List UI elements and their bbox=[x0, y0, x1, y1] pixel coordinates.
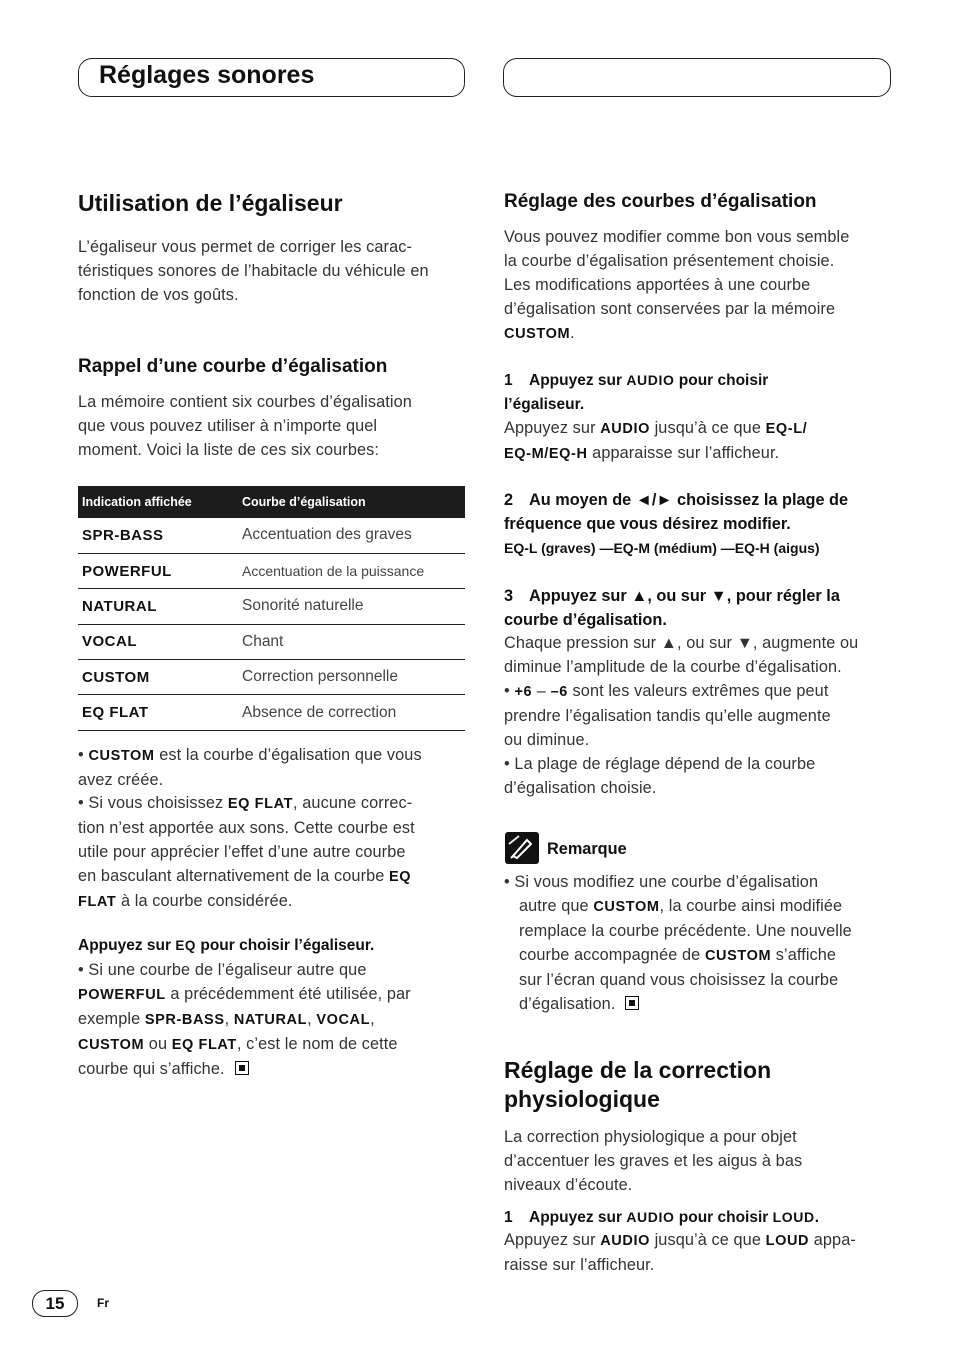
section-title-equalizer: Utilisation de l’égaliseur bbox=[78, 190, 343, 216]
body-text: jusqu’à ce que bbox=[649, 1231, 766, 1249]
cell-curve: Absence de correction bbox=[238, 695, 465, 730]
code-eqflat: EQ FLAT bbox=[227, 796, 294, 812]
code-vocal: VOCAL bbox=[316, 1012, 371, 1028]
recall-line: moment. Voici la liste de ces six courbes: bbox=[78, 441, 380, 459]
code-flat: FLAT bbox=[78, 894, 117, 910]
step-1-heading bbox=[504, 368, 904, 417]
table-row bbox=[78, 589, 465, 624]
instr-text: Appuyez sur bbox=[78, 937, 176, 954]
code-custom: CUSTOM bbox=[593, 899, 660, 915]
band-text: (médium) — bbox=[650, 540, 735, 556]
code-eq: EQ bbox=[389, 869, 412, 885]
cell-indication: POWERFUL bbox=[78, 553, 238, 588]
instr-text: pour choisir l’égaliseur. bbox=[196, 937, 375, 954]
adjust-line: Vous pouvez modifier comme bon vous semble bbox=[504, 228, 850, 246]
end-mark-icon bbox=[235, 1061, 249, 1075]
cell-curve: Correction personnelle bbox=[238, 660, 465, 695]
body-text: prendre l’égalisation tandis qu’elle augmente bbox=[504, 707, 831, 725]
cell-curve: Accentuation des graves bbox=[238, 518, 465, 553]
table-row bbox=[78, 518, 465, 553]
body-text: d’égalisation choisie. bbox=[504, 779, 657, 797]
code-audio: AUDIO bbox=[626, 1209, 675, 1225]
bullet-text: courbe qui s’affiche. bbox=[78, 1060, 225, 1078]
bullet-text: • Si vous choisissez bbox=[78, 794, 228, 812]
header-curve: Courbe d’égalisation bbox=[238, 486, 465, 518]
adjust-dot: . bbox=[570, 324, 575, 342]
page-title: Réglages sonores bbox=[99, 61, 315, 89]
step-text: pour choisir bbox=[674, 1209, 773, 1226]
loudness-paragraph bbox=[504, 1125, 904, 1197]
body-text: Chaque pression sur ▲, ou sur ▼, augmente ou bbox=[504, 634, 859, 652]
code-loud: LOUD bbox=[765, 1233, 810, 1249]
cell-curve: Chant bbox=[238, 624, 465, 659]
bullet-marker: • bbox=[78, 746, 89, 764]
loud-line: niveaux d’écoute. bbox=[504, 1176, 633, 1194]
sep: , bbox=[370, 1010, 375, 1028]
note-line: • Si vous modifiez une courbe d’égalisation bbox=[504, 873, 819, 891]
adjust-paragraph bbox=[504, 225, 904, 346]
cell-indication: SPR-BASS bbox=[78, 518, 238, 553]
bullet-text: est la courbe d’égalisation que vous bbox=[154, 746, 422, 764]
bullet-text: utile pour apprécier l’effet d’une autre courbe bbox=[78, 843, 406, 861]
adjust-line: Les modifications apportées à une courbe bbox=[504, 276, 811, 294]
adjust-title: Réglage des courbes d’égalisation bbox=[504, 191, 817, 212]
step-3-body bbox=[504, 631, 904, 800]
code-eql: EQ-L bbox=[504, 540, 538, 556]
adjust-line: la courbe d’égalisation présentement choisie. bbox=[504, 252, 835, 270]
bullet-text: , aucune correc- bbox=[293, 794, 413, 812]
body-text: • La plage de réglage dépend de la courbe bbox=[504, 755, 816, 773]
step-1-body bbox=[504, 416, 904, 466]
recall-line: que vous pouvez utiliser à n’importe quel bbox=[78, 417, 378, 435]
title-line: Réglage de la correction bbox=[504, 1057, 772, 1083]
note-line: sur l’écran quand vous choisissez la courbe bbox=[519, 971, 839, 989]
step-text: . bbox=[814, 1209, 820, 1226]
code-eq: EQ bbox=[175, 938, 197, 953]
cell-indication: CUSTOM bbox=[78, 660, 238, 695]
bullet-text: a précédemment été utilisée, par bbox=[165, 985, 411, 1003]
body-text: – bbox=[532, 682, 551, 700]
code-eqm: EQ-M bbox=[613, 540, 651, 556]
bullet-marker: • bbox=[504, 682, 515, 700]
custom-bullet bbox=[78, 743, 478, 792]
step-2-bands bbox=[504, 540, 820, 556]
bullet-text: avez créée. bbox=[78, 771, 164, 789]
code-custom: CUSTOM bbox=[704, 948, 772, 964]
body-text: apparaisse sur l’afficheur. bbox=[587, 444, 780, 462]
cell-indication: NATURAL bbox=[78, 589, 238, 624]
code-eqm-eqh: EQ-M/EQ-H bbox=[504, 446, 588, 462]
code-loud: LOUD bbox=[772, 1209, 815, 1225]
intro-paragraph bbox=[78, 235, 478, 307]
code-custom: CUSTOM bbox=[88, 748, 155, 764]
table-row bbox=[78, 695, 465, 730]
recall-title: Rappel d’une courbe d’égalisation bbox=[78, 356, 388, 377]
step-number: 1 bbox=[504, 1209, 513, 1226]
title-line: physiologique bbox=[504, 1086, 660, 1112]
recall-paragraph bbox=[78, 390, 478, 462]
table-row bbox=[78, 660, 465, 695]
eq-curves-table bbox=[78, 486, 465, 731]
language-code: Fr bbox=[97, 1296, 109, 1310]
step-number: 1 bbox=[504, 372, 513, 389]
step-3-heading bbox=[504, 584, 904, 632]
cell-curve: Sonorité naturelle bbox=[238, 589, 465, 624]
code-plus6: +6 bbox=[514, 684, 533, 700]
note-title: Remarque bbox=[547, 840, 627, 858]
band-text: (aigus) bbox=[769, 540, 820, 556]
header-title-box bbox=[78, 58, 465, 97]
bullet-text: exemple bbox=[78, 1010, 145, 1028]
table-row bbox=[78, 624, 465, 659]
loud-line: La correction physiologique a pour objet bbox=[504, 1128, 797, 1146]
note-text bbox=[504, 870, 904, 1016]
code-audio: AUDIO bbox=[626, 372, 675, 388]
sep: , bbox=[224, 1010, 234, 1028]
eqflat-bullet bbox=[78, 791, 478, 914]
loud-step-body bbox=[504, 1228, 904, 1277]
note-line: courbe accompagnée de bbox=[519, 946, 705, 964]
step-number: 2 bbox=[504, 491, 514, 509]
end-mark-icon bbox=[625, 996, 639, 1010]
intro-line: L’égaliseur vous permet de corriger les carac- bbox=[78, 238, 412, 256]
intro-line: fonction de vos goûts. bbox=[78, 286, 239, 304]
code-sprbass: SPR-BASS bbox=[144, 1012, 225, 1028]
body-text: diminue l’amplitude de la courbe d’égalisation. bbox=[504, 658, 842, 676]
header-empty-box bbox=[503, 58, 891, 97]
previous-curve-bullet bbox=[78, 958, 478, 1081]
loud-line: d’accentuer les graves et les aigus à bas bbox=[504, 1152, 803, 1170]
bullet-text: • Si une courbe de l’égaliseur autre que bbox=[78, 961, 367, 979]
body-text: jusqu’à ce que bbox=[649, 419, 766, 437]
adjust-line: d’égalisation sont conservées par la mémoire bbox=[504, 300, 836, 318]
body-text: sont les valeurs extrêmes que peut bbox=[567, 682, 829, 700]
bullet-text: ou bbox=[144, 1035, 172, 1053]
cell-indication: VOCAL bbox=[78, 624, 238, 659]
table-row bbox=[78, 553, 465, 588]
code-custom: CUSTOM bbox=[78, 1037, 145, 1053]
step-2-heading bbox=[504, 488, 904, 536]
code-eqflat: EQ FLAT bbox=[171, 1037, 237, 1053]
code-audio: AUDIO bbox=[600, 1233, 650, 1249]
recall-line: La mémoire contient six courbes d’égalisation bbox=[78, 393, 412, 411]
table-header-row bbox=[78, 486, 465, 518]
band-text: (graves) — bbox=[537, 540, 614, 556]
note-line: s’affiche bbox=[771, 946, 837, 964]
code-natural: NATURAL bbox=[233, 1012, 308, 1028]
step-text: courbe d’égalisation. bbox=[504, 611, 667, 629]
cell-curve: Accentuation de la puissance bbox=[238, 553, 465, 588]
note-line: , la courbe ainsi modifiée bbox=[659, 897, 843, 915]
header-indication: Indication affichée bbox=[78, 486, 238, 518]
code-eql: EQ-L/ bbox=[765, 421, 808, 437]
sep: , bbox=[307, 1010, 317, 1028]
note-line: d’égalisation. bbox=[519, 995, 616, 1013]
code-minus6: –6 bbox=[550, 684, 568, 700]
bullet-text: tion n’est apportée aux sons. Cette courbe est bbox=[78, 819, 415, 837]
code-powerful: POWERFUL bbox=[78, 987, 166, 1003]
code-custom: CUSTOM bbox=[504, 326, 571, 342]
step-text: Appuyez sur bbox=[529, 1209, 627, 1226]
page-number: 15 bbox=[32, 1290, 78, 1317]
bullet-text: à la courbe considérée. bbox=[116, 892, 293, 910]
note-line: autre que bbox=[519, 897, 594, 915]
step-text: fréquence que vous désirez modifier. bbox=[504, 515, 791, 533]
press-eq-instruction bbox=[78, 934, 374, 958]
body-text: appa- bbox=[809, 1231, 856, 1249]
loud-step-heading bbox=[504, 1205, 819, 1230]
step-text: l’égaliseur. bbox=[504, 396, 585, 413]
bullet-text: en basculant alternativement de la courbe bbox=[78, 867, 390, 885]
body-text: ou diminue. bbox=[504, 731, 590, 749]
step-text: pour choisir bbox=[674, 372, 769, 389]
step-text: Appuyez sur bbox=[529, 372, 627, 389]
code-audio: AUDIO bbox=[600, 421, 650, 437]
body-text: Appuyez sur bbox=[504, 419, 601, 437]
body-text: raisse sur l’afficheur. bbox=[504, 1256, 655, 1274]
step-number: 3 bbox=[504, 587, 514, 605]
note-line: remplace la courbe précédente. Une nouvelle bbox=[519, 922, 852, 940]
step-text: Appuyez sur ▲, ou sur ▼, pour régler la bbox=[529, 587, 840, 605]
body-text: Appuyez sur bbox=[504, 1231, 601, 1249]
note-pencil-icon bbox=[505, 832, 539, 864]
loudness-title bbox=[504, 1056, 771, 1114]
bullet-text: , c’est le nom de cette bbox=[236, 1035, 398, 1053]
step-text: Au moyen de ◄/► choisissez la plage de bbox=[529, 491, 849, 509]
intro-line: téristiques sonores de l’habitacle du véhicule en bbox=[78, 262, 429, 280]
cell-indication: EQ FLAT bbox=[78, 695, 238, 730]
code-eqh: EQ-H bbox=[734, 540, 770, 556]
